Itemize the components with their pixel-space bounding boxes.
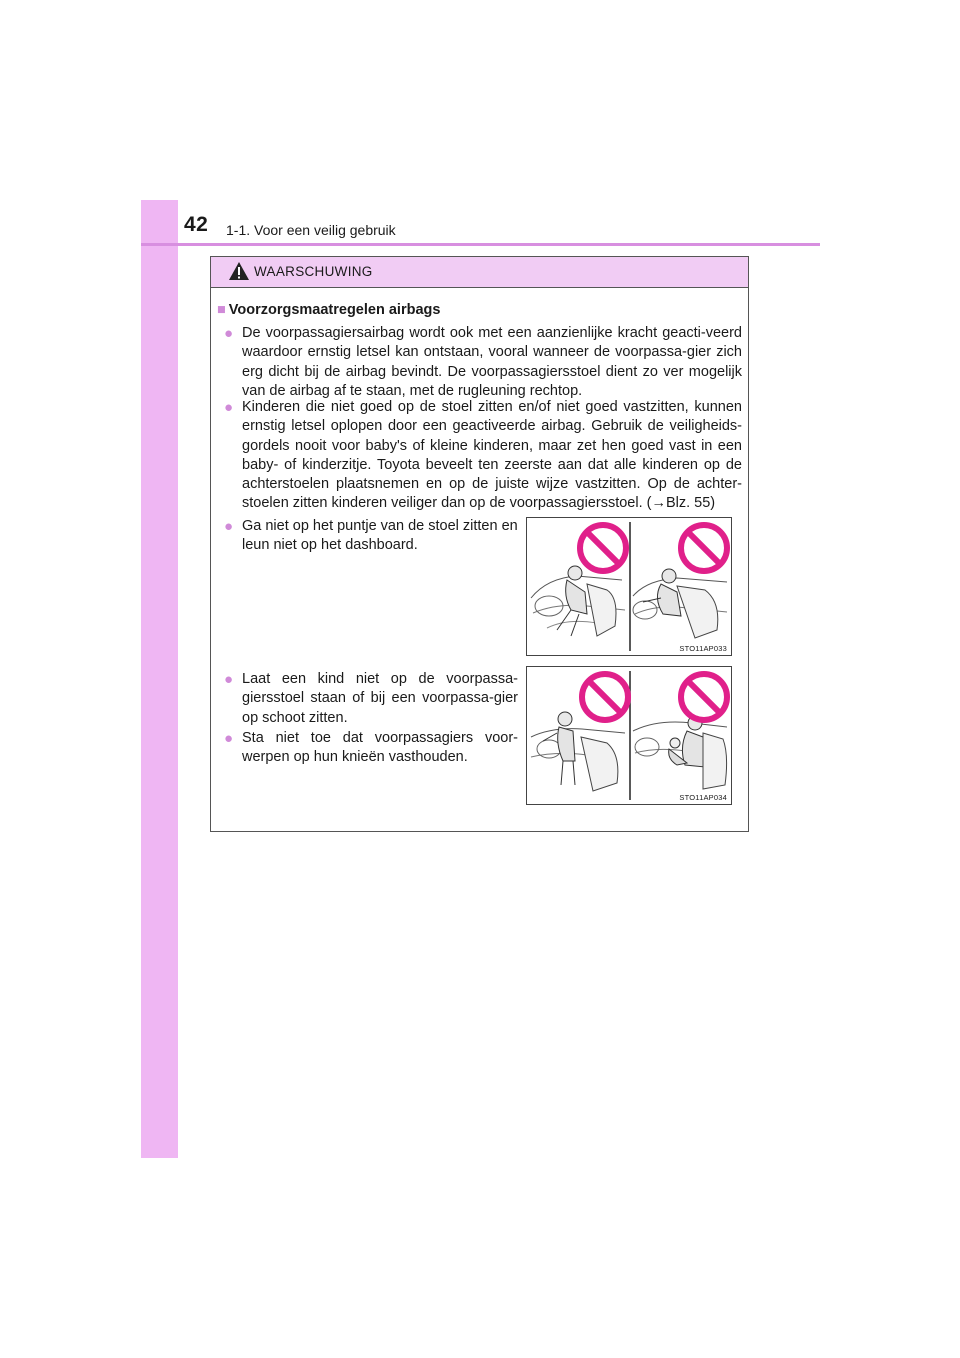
warning-title: WAARSCHUWING (254, 264, 373, 279)
square-bullet-icon: ■ (217, 302, 226, 318)
warning-header (211, 257, 748, 288)
circle-bullet-icon: ● (224, 671, 234, 688)
prohibition-icon (582, 674, 628, 720)
circle-bullet-icon: ● (224, 518, 234, 535)
circle-bullet-icon: ● (224, 399, 234, 416)
warning-item-3 (224, 517, 518, 556)
warning-item-text: Ga niet op het puntje van de stoel zitten en leun niet op het dashboard. (242, 518, 518, 554)
prohibition-icon (681, 525, 727, 571)
figure-code: STO11AP034 (679, 793, 727, 802)
warning-item-2 (224, 398, 742, 514)
warning-item-text: Kinderen die niet goed op de stoel zitten en/of niet goed vastzitten, kunnen ernstig letsel oplopen door een geactiveerde airbag. Gebruik de veiligheids-gordels nooit voor baby's of kleine kinderen, maar zet hen goed vast in een baby- of kinderzitje. Toyota beveelt ten zeerste aan dat alle kinderen op de achterstoelen plaatsnemen en op de juiste wijze vastzitten. Op de achter-stoelen zitten kinderen veiliger dan op de voorpassagiersstoel. (→Blz. 55) (242, 399, 742, 512)
warning-item-text: Sta niet toe dat voorpassagiers voor-werpen op hun knieën vasthouden. (242, 730, 518, 766)
subsection-heading-text: Voorzorgsmaatregelen airbags (228, 302, 441, 318)
circle-bullet-icon: ● (224, 730, 234, 747)
warning-item-text: De voorpassagiersairbag wordt ook met een aanzienlijke kracht geacti-veerd waardoor ernstig letsel kan ontstaan, vooral wanneer de voorpassa-gier zich erg dicht bij de airbag bevindt. De voorpassagiersstoel dient zo ver mogelijk van de airbag af te staan, met de rugleuning rechtop. (242, 325, 742, 399)
prohibition-icon (580, 525, 626, 571)
circle-bullet-icon: ● (224, 325, 234, 342)
section-title: 1-1. Voor een veilig gebruik (226, 222, 396, 238)
warning-item-1 (224, 324, 742, 401)
illustration-leaning-passenger (526, 517, 732, 656)
subsection-heading (217, 302, 440, 318)
warning-item-5 (224, 729, 518, 768)
prohibition-icon (681, 674, 727, 720)
illustration-drawing (527, 667, 731, 804)
page-number: 42 (184, 213, 209, 236)
warning-item-4 (224, 670, 518, 728)
chapter-tab-band (141, 200, 178, 1158)
warning-box (210, 256, 749, 832)
warning-item-text: Laat een kind niet op de voorpassa-giersstoel staan of bij een voorpassa-gier op schoot zitten. (242, 671, 518, 726)
figure-code: STO11AP033 (679, 644, 727, 653)
header-rule (141, 243, 820, 246)
illustration-child-passenger (526, 666, 732, 805)
illustration-drawing (527, 518, 731, 655)
warning-triangle-icon (228, 261, 250, 281)
